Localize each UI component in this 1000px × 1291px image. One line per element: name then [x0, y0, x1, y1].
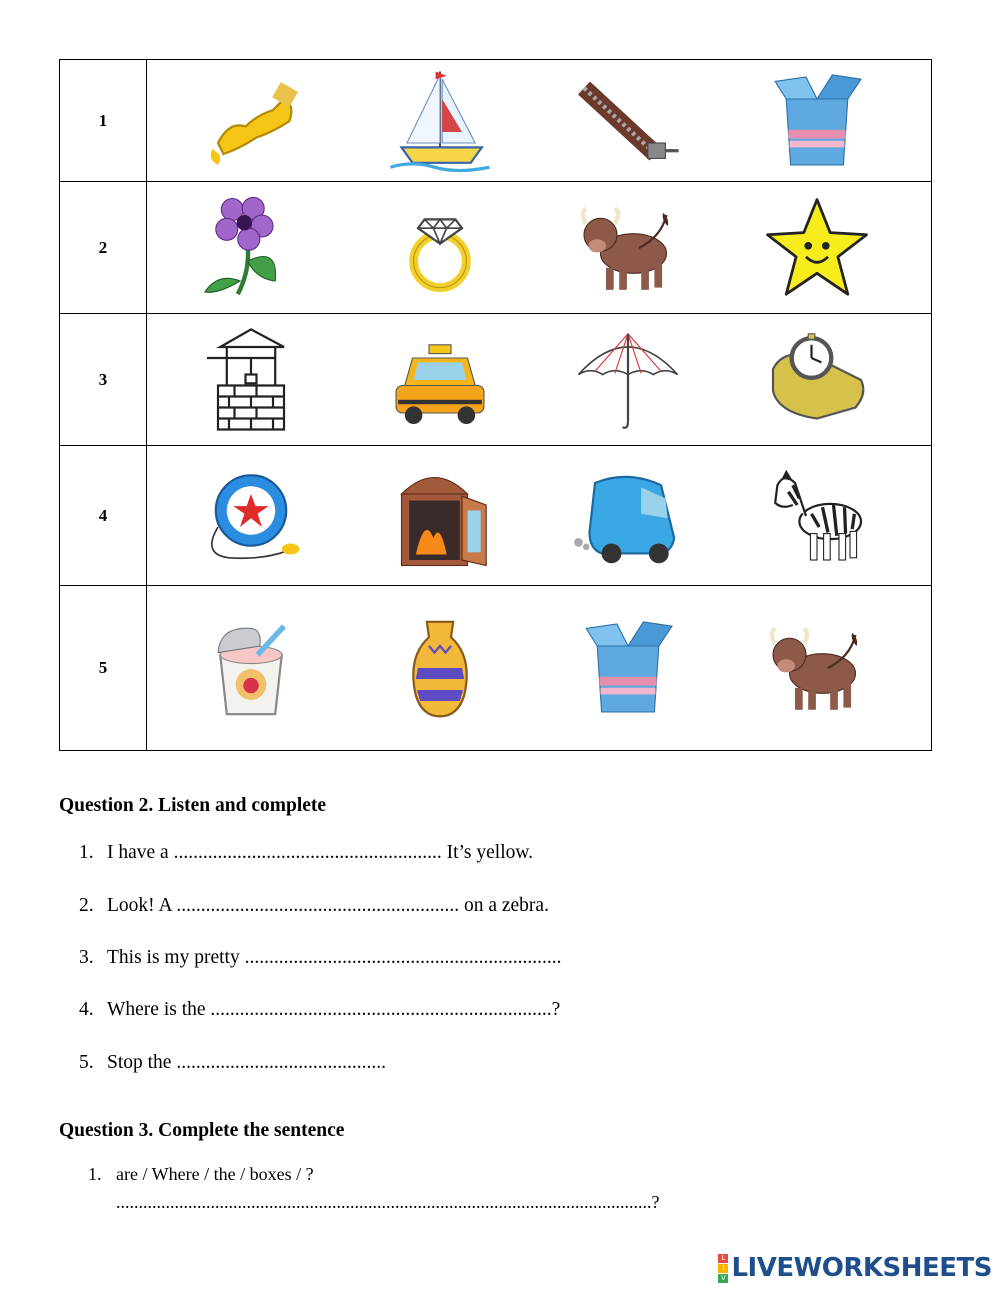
box-picture	[762, 66, 872, 176]
umbrella-picture	[573, 325, 683, 435]
paint-tube-picture	[196, 66, 306, 176]
flower-picture	[196, 193, 306, 303]
van-picture	[573, 461, 683, 571]
zipper-picture	[573, 66, 683, 176]
row-number: 3	[60, 314, 147, 446]
picture-table	[59, 59, 932, 751]
brand-name: LIVEWORKSHEETS	[731, 1253, 992, 1283]
question-2-title: Question 2. Listen and complete	[59, 795, 327, 816]
ring-picture	[385, 193, 495, 303]
ox-picture	[573, 193, 683, 303]
vase-picture	[385, 613, 495, 723]
taxi-picture	[385, 325, 495, 435]
window-picture	[385, 461, 495, 571]
yogurt-picture	[196, 613, 306, 723]
answer-line[interactable]: .......................................................................................................................?	[116, 1192, 660, 1212]
question-3-title: Question 3. Complete the sentence	[59, 1120, 345, 1141]
watch-picture	[762, 325, 872, 435]
liveworksheets-logo: L I V LIVEWORKSHEETS	[718, 1253, 992, 1283]
ox-picture	[762, 613, 872, 723]
row-number: 5	[60, 586, 147, 751]
list-item: 4. Where is the ......................................................................?	[79, 999, 561, 1020]
question-3-item: 1. are / Where / the / boxes / ?	[88, 1164, 314, 1184]
star-picture	[762, 193, 872, 303]
list-item: 2. Look! A .......................................................... on a zebra.	[79, 895, 549, 916]
zebra-picture	[762, 461, 872, 571]
row-number: 1	[60, 60, 147, 182]
list-item: 1. I have a ....................................................... It’s yellow.	[79, 842, 534, 863]
sailboat-picture	[385, 66, 495, 176]
row-number: 4	[60, 446, 147, 586]
row-number: 2	[60, 182, 147, 314]
yo-yo-picture	[196, 461, 306, 571]
list-item: 3. This is my pretty .................................................................	[79, 947, 562, 968]
list-item: 5. Stop the ...........................................	[79, 1052, 386, 1073]
box-picture	[573, 613, 683, 723]
well-picture	[196, 325, 306, 435]
